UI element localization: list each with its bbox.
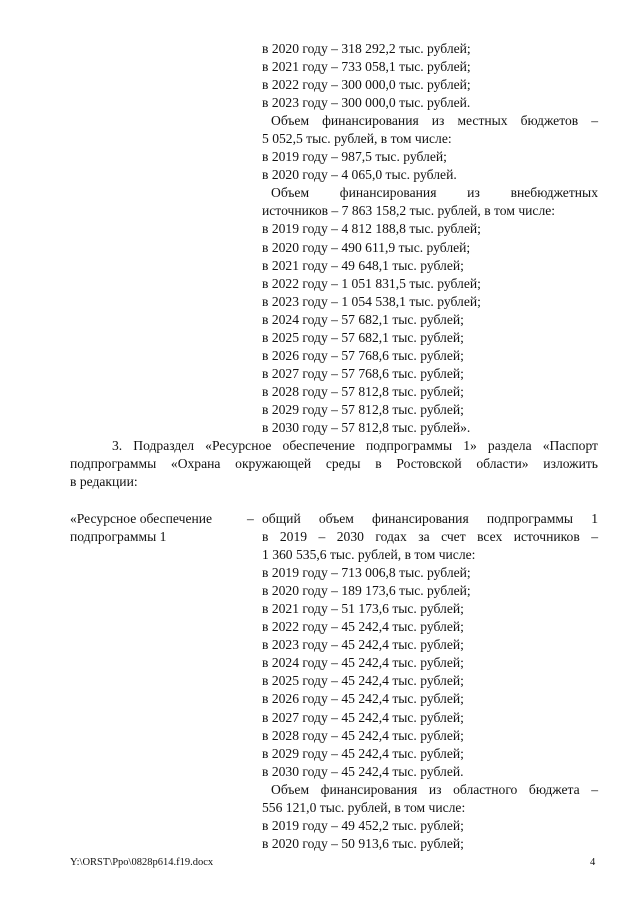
text-line: в 2028 году – 57 812,8 тыс. рублей; xyxy=(262,383,464,399)
paragraph-line: 3. Подраздел «Ресурсное обеспечение подпрограммы 1» раздела «Паспорт xyxy=(112,438,598,453)
total-financing-heading-cont: в 2019 – 2030 годах за счет всех источников – xyxy=(262,529,598,545)
text-line: в 2022 году – 1 051 831,5 тыс. рублей; xyxy=(262,275,481,291)
text-line: в 2024 году – 57 682,1 тыс. рублей; xyxy=(262,311,464,327)
text-line: в 2020 году – 4 065,0 тыс. рублей. xyxy=(262,167,457,183)
text-line: в 2020 году – 189 173,6 тыс. рублей; xyxy=(262,583,471,599)
local-budget-heading-cont: 5 052,5 тыс. рублей, в том числе: xyxy=(262,131,452,147)
total-financing-amount: 1 360 535,6 тыс. рублей, в том числе: xyxy=(262,547,476,563)
paragraph-line: в редакции: xyxy=(70,474,138,490)
text-line: в 2030 году – 45 242,4 тыс. рублей. xyxy=(262,763,464,779)
dash-glyph: – xyxy=(247,511,254,526)
text-line: в 2027 году – 45 242,4 тыс. рублей; xyxy=(262,709,464,725)
text-line: в 2023 году – 45 242,4 тыс. рублей; xyxy=(262,637,464,653)
total-financing-heading: общий объем финансирования подпрограммы 1 xyxy=(262,511,598,526)
page-number: 4 xyxy=(590,857,596,868)
local-budget-heading: Объем финансирования из местных бюджетов – xyxy=(271,113,598,129)
text-line: в 2021 году – 733 058,1 тыс. рублей; xyxy=(262,59,471,75)
section-3-paragraph xyxy=(70,437,598,491)
text-line: в 2020 году – 50 913,6 тыс. рублей; xyxy=(262,835,464,851)
text-line: в 2022 году – 300 000,0 тыс. рублей; xyxy=(262,77,471,93)
regional-budget-heading-cont: 556 121,0 тыс. рублей, в том числе: xyxy=(262,799,466,815)
text-line: в 2029 году – 45 242,4 тыс. рублей; xyxy=(262,745,464,761)
text-line: в 2019 году – 4 812 188,8 тыс. рублей; xyxy=(262,221,481,237)
text-line: в 2030 году – 57 812,8 тыс. рублей». xyxy=(262,419,471,435)
regional-budget-heading: Объем финансирования из областного бюджета – xyxy=(271,781,598,797)
footer-file-path: Y:\ORST\Ppo\0828p614.f19.docx xyxy=(70,857,214,868)
text-line: в 2021 году – 49 648,1 тыс. рублей; xyxy=(262,257,464,273)
text-line: в 2019 году – 49 452,2 тыс. рублей; xyxy=(262,817,464,833)
text-line: в 2025 году – 45 242,4 тыс. рублей; xyxy=(262,673,464,689)
text-line: в 2024 году – 45 242,4 тыс. рублей; xyxy=(262,655,464,671)
text-line: в 2027 году – 57 768,6 тыс. рублей; xyxy=(262,365,464,381)
extra-budget-heading: Объем финансирования из внебюджетных xyxy=(271,185,598,201)
text-line: в 2023 году – 300 000,0 тыс. рублей. xyxy=(262,95,471,111)
dash-separator xyxy=(247,510,261,528)
text-line: в 2019 году – 987,5 тыс. рублей; xyxy=(262,149,447,165)
text-line: в 2026 году – 45 242,4 тыс. рублей; xyxy=(262,691,464,707)
text-line: в 2021 году – 51 173,6 тыс. рублей; xyxy=(262,601,464,617)
extra-budget-heading-cont: источников – 7 863 158,2 тыс. рублей, в том числе: xyxy=(262,203,556,219)
text-line: в 2019 году – 713 006,8 тыс. рублей; xyxy=(262,565,471,581)
resource-label-cell xyxy=(70,510,240,546)
text-line: в 2029 году – 57 812,8 тыс. рублей; xyxy=(262,401,464,417)
label-line: «Ресурсное обеспечение xyxy=(70,511,213,526)
text-line: в 2022 году – 45 242,4 тыс. рублей; xyxy=(262,619,464,635)
text-line: в 2025 году – 57 682,1 тыс. рублей; xyxy=(262,329,464,345)
text-line: в 2020 году – 490 611,9 тыс. рублей; xyxy=(262,239,471,255)
paragraph-line: подпрограммы «Охрана окружающей среды в Ростовской области» изложить xyxy=(70,456,598,472)
text-line: в 2020 году – 318 292,2 тыс. рублей; xyxy=(262,41,471,56)
resource-content-cell xyxy=(262,510,598,853)
text-line: в 2023 году – 1 054 538,1 тыс. рублей; xyxy=(262,293,481,309)
label-line: подпрограммы 1 xyxy=(70,529,167,545)
text-line: в 2028 году – 45 242,4 тыс. рублей; xyxy=(262,727,464,743)
text-line: в 2026 году – 57 768,6 тыс. рублей; xyxy=(262,347,464,363)
financing-continuation-block xyxy=(262,40,598,437)
